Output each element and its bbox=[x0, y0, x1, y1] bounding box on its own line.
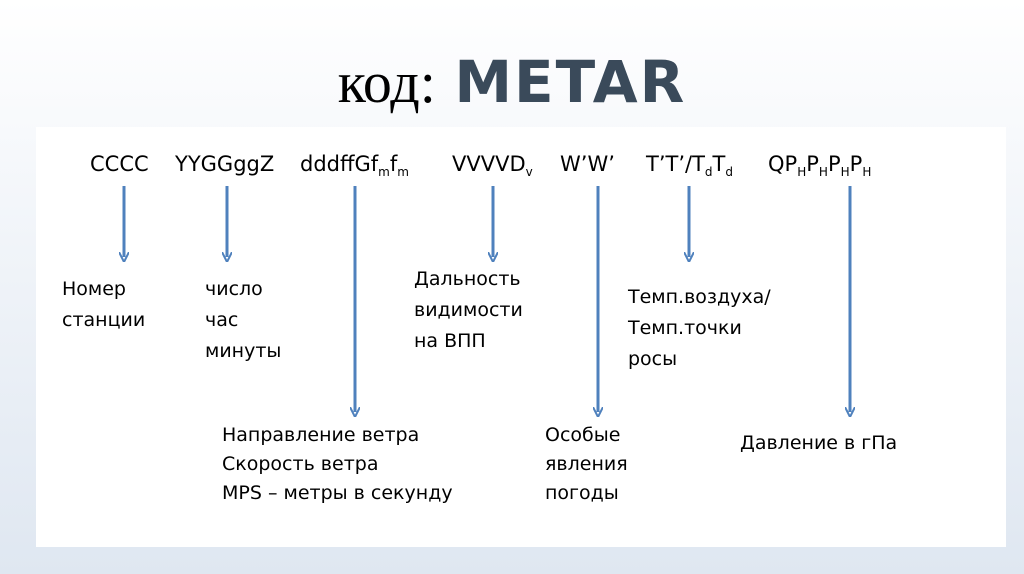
code-visibility: $VVVVD_v$ bbox=[452, 152, 533, 179]
label-weather: Особые явления погоды bbox=[545, 424, 628, 504]
title-name: METAR bbox=[454, 48, 687, 116]
title-prefix: код: bbox=[337, 50, 436, 115]
label-station: Номер станции bbox=[62, 278, 146, 331]
code-weather: W’W’ bbox=[560, 152, 615, 176]
label-pressure: Давление в гПа bbox=[740, 432, 898, 454]
code-wind: $dddffGf_mf_m$ bbox=[300, 152, 409, 179]
label-temperature: Темп.воздуха/ Темп.точки росы bbox=[628, 286, 771, 370]
code-temperature: $T’T’/T_dT_d$ bbox=[646, 152, 733, 179]
code-datetime: YYGGggZ bbox=[175, 152, 275, 176]
label-datetime: число час минуты bbox=[205, 278, 282, 362]
label-visibility: Дальность видимости на ВПП bbox=[414, 268, 523, 352]
label-wind: Направление ветра Скорость ветра MPS – метры в секунду bbox=[222, 424, 453, 504]
code-station: CCCC bbox=[90, 152, 149, 176]
code-pressure: $QP_HP_HP_HP_H$ bbox=[768, 152, 872, 179]
